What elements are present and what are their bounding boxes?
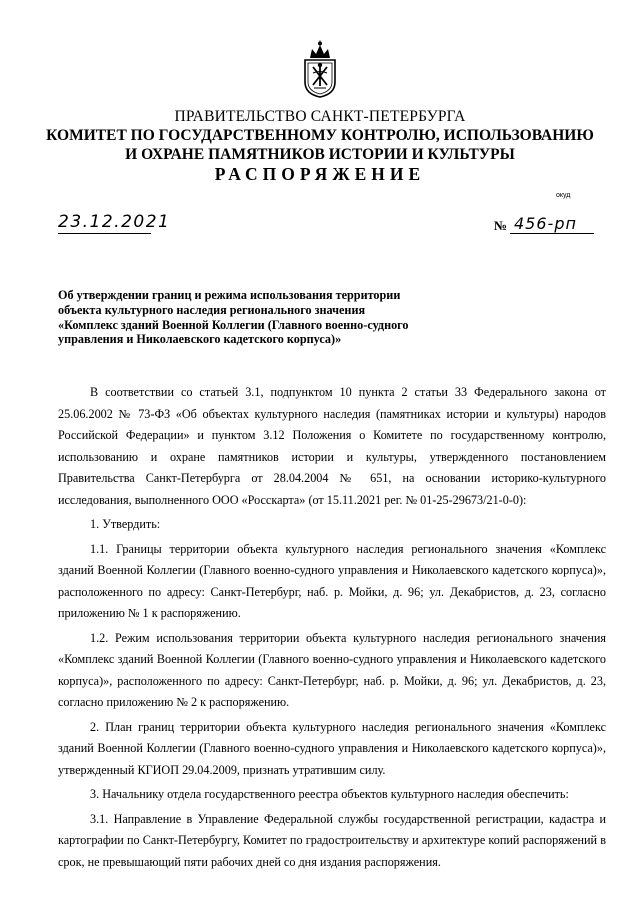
document-title xyxy=(58,288,458,347)
document-number: 456-рп xyxy=(514,214,577,233)
org-name-line-1: КОМИТЕТ ПО ГОСУДАРСТВЕННОМУ КОНТРОЛЮ, ИСПОЛЬЗОВАНИЮ xyxy=(46,127,594,144)
org-name-government: ПРАВИТЕЛЬСТВО САНКТ-ПЕТЕРБУРГА xyxy=(174,108,466,125)
document-type: РАСПОРЯЖЕНИЕ xyxy=(214,164,426,184)
title-line: объекта культурного наследия регионального значения xyxy=(58,302,366,317)
org-name-committee xyxy=(0,126,640,164)
intro-paragraph: В соответствии со статьей 3.1, подпунктом 10 пункта 2 статьи 33 Федерального закона от 25.06.2002 № 73-ФЗ «Об объектах культурного наследия (памятниках истории и культуры) народов Российской Федерации» и пунктом 3.12 Положения о Комитете по государственному контролю, использованию и охране памятников истории и культуры, утвержденного постановлением Правительства Санкт-Петербурга от 28.04.2004 № 651, на основании историко-культурного исследования, выполненного ООО «Росскарта» (от 15.11.2021 рег. № 01-25-29673/21-0-0): xyxy=(58,385,606,507)
okud-label: окуд xyxy=(556,192,571,199)
coat-of-arms-icon xyxy=(302,40,338,98)
clause-3-1: 3.1. Направление в Управление Федеральной службы государственной регистрации, кадастра и картографии по Санкт-Петербургу, Комитет по градостроительству и архитектуре копий распоряжений в срок, не превышающий пяти рабочих дней со дня издания распоряжения. xyxy=(58,811,606,869)
title-line: Об утверждении границ и режима использования территории xyxy=(58,288,401,302)
clause-1-1: 1.1. Границы территории объекта культурного наследия регионального значения «Комплекс зданий Военной Коллегии (Главного военно-судного управления и Николаевского кадетского корпуса)», расположенного по адресу: Санкт-Петербург, наб. р. Мойки, д. 96; ул. Декабристов, д. 23, согласно приложению № 1 к распоряжению. xyxy=(58,541,606,620)
number-label: № xyxy=(494,218,508,233)
document-date: 23.12.2021 xyxy=(58,212,171,232)
clause-3: 3. Начальнику отдела государственного реестра объектов культурного наследия обеспечить: xyxy=(90,787,569,801)
clause-1-2: 1.2. Режим использования территории объекта культурного наследия регионального значения «Комплекс зданий Военной Коллегии (Главного военно-судного управления и Николаевского кадетского корпуса)», расположенного по адресу: Санкт-Петербург, наб. р. Мойки, д. 96; ул. Декабристов, д. 23, согласно приложению № 2 к распоряжению. xyxy=(58,630,606,709)
org-name-line-2: И ОХРАНЕ ПАМЯТНИКОВ ИСТОРИИ И КУЛЬТУРЫ xyxy=(125,146,515,163)
date-underline xyxy=(58,233,151,234)
document-body xyxy=(58,382,606,873)
number-underline xyxy=(510,233,594,234)
clause-2: 2. План границ территории объекта культурного наследия регионального значения «Комплекс зданий Военной Коллегии (Главного военно-судного управления и Николаевского кадетского корпуса)», утвержденный КГИОП 29.04.2009, признать утратившим силу. xyxy=(58,719,606,777)
title-line: «Комплекс зданий Военной Коллегии (Главного военно-судного xyxy=(58,317,409,332)
title-line: управления и Николаевского кадетского корпуса)» xyxy=(58,332,342,347)
clause-1: 1. Утвердить: xyxy=(90,517,161,531)
